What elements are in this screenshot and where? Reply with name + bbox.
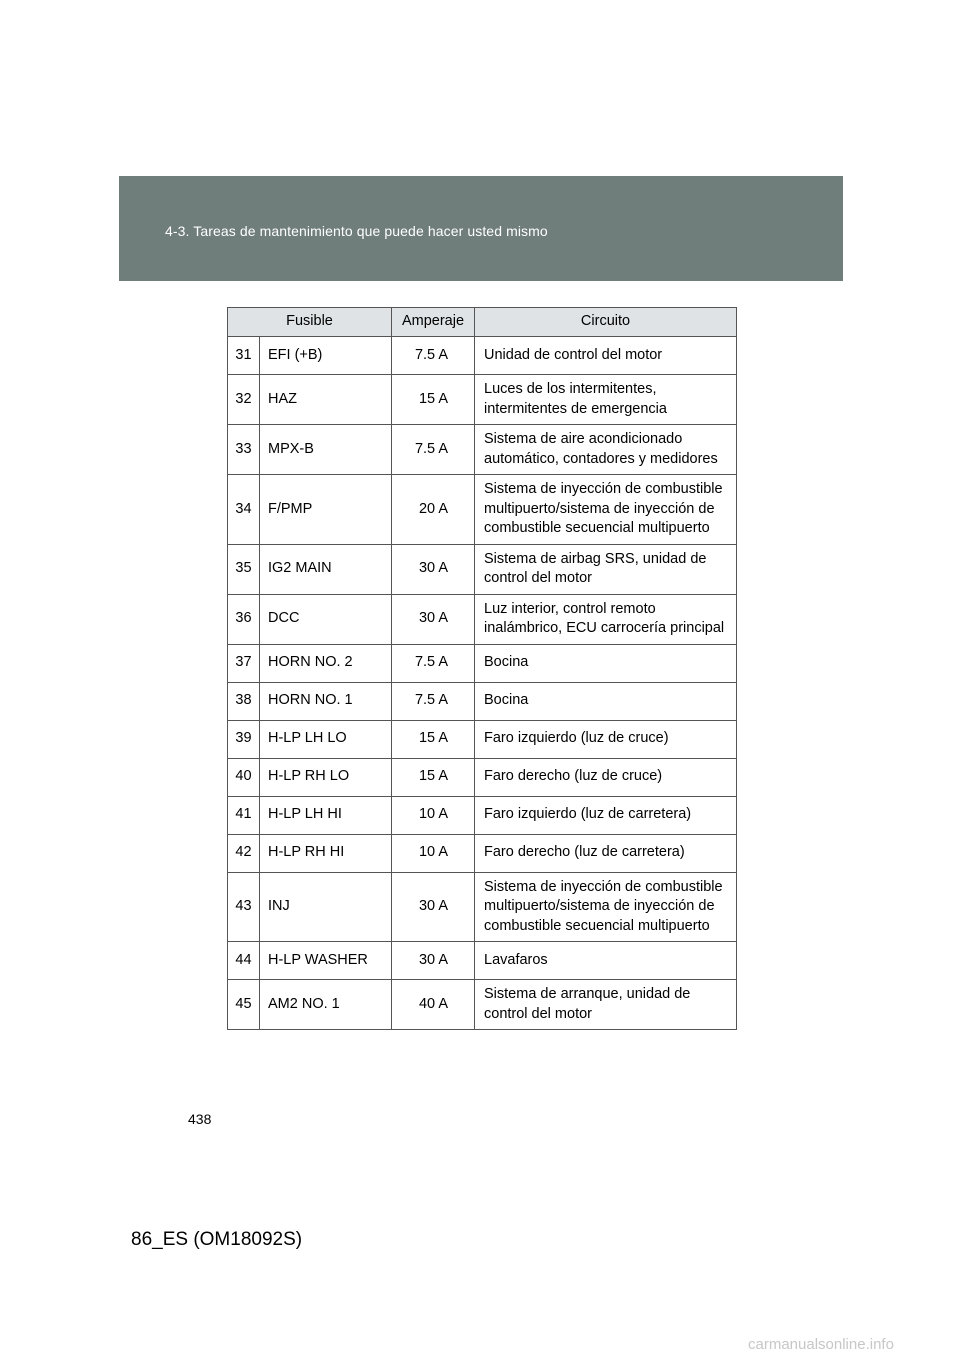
section-title: 4-3. Tareas de mantenimiento que puede hacer usted mismo	[165, 223, 548, 239]
fuse-number-cell: 35	[228, 544, 260, 594]
fuse-number-cell: 34	[228, 475, 260, 545]
table-row	[228, 594, 737, 644]
circuit-cell: Luz interior, control remoto inalámbrico, ECU carrocería principal	[475, 594, 737, 644]
fuse-number-cell: 44	[228, 942, 260, 980]
fuse-name-cell: DCC	[260, 594, 392, 644]
fuse-number-cell: 32	[228, 375, 260, 425]
fuse-name-cell: H-LP RH LO	[260, 758, 392, 796]
amperage-cell: 30 A	[392, 594, 475, 644]
circuit-cell: Luces de los intermitentes, intermitentes de emergencia	[475, 375, 737, 425]
table-row	[228, 980, 737, 1030]
fuse-number-cell: 31	[228, 337, 260, 375]
table-row	[228, 682, 737, 720]
amperage-cell: 7.5 A	[392, 425, 475, 475]
amperage-cell: 40 A	[392, 980, 475, 1030]
fuse-name-cell: F/PMP	[260, 475, 392, 545]
fuse-name-cell: HAZ	[260, 375, 392, 425]
amperage-cell: 15 A	[392, 758, 475, 796]
circuit-cell: Faro izquierdo (luz de carretera)	[475, 796, 737, 834]
circuit-cell: Unidad de control del motor	[475, 337, 737, 375]
fuse-table	[227, 307, 737, 1030]
circuit-cell: Sistema de airbag SRS, unidad de control del motor	[475, 544, 737, 594]
table-row	[228, 834, 737, 872]
fuse-name-cell: HORN NO. 2	[260, 644, 392, 682]
fuse-name-cell: MPX-B	[260, 425, 392, 475]
amperage-cell: 30 A	[392, 942, 475, 980]
circuit-cell: Faro derecho (luz de carretera)	[475, 834, 737, 872]
fuse-name-cell: H-LP RH HI	[260, 834, 392, 872]
table-row	[228, 475, 737, 545]
fuse-name-cell: H-LP LH HI	[260, 796, 392, 834]
column-header-amperage: Amperaje	[392, 308, 475, 337]
circuit-cell: Sistema de arranque, unidad de control del motor	[475, 980, 737, 1030]
table-row	[228, 872, 737, 942]
fuse-name-cell: AM2 NO. 1	[260, 980, 392, 1030]
amperage-cell: 30 A	[392, 872, 475, 942]
amperage-cell: 7.5 A	[392, 682, 475, 720]
table-row	[228, 942, 737, 980]
table-row	[228, 544, 737, 594]
fuse-number-cell: 37	[228, 644, 260, 682]
circuit-cell: Bocina	[475, 682, 737, 720]
amperage-cell: 10 A	[392, 796, 475, 834]
amperage-cell: 30 A	[392, 544, 475, 594]
fuse-name-cell: H-LP WASHER	[260, 942, 392, 980]
fuse-number-cell: 41	[228, 796, 260, 834]
fuse-name-cell: INJ	[260, 872, 392, 942]
table-row	[228, 337, 737, 375]
table-row	[228, 644, 737, 682]
column-header-fuse: Fusible	[228, 308, 392, 337]
fuse-table-body	[228, 337, 737, 1030]
table-row	[228, 375, 737, 425]
circuit-cell: Faro izquierdo (luz de cruce)	[475, 720, 737, 758]
fuse-name-cell: HORN NO. 1	[260, 682, 392, 720]
amperage-cell: 10 A	[392, 834, 475, 872]
circuit-cell: Sistema de inyección de combustible multipuerto/sistema de inyección de combustible secuencial multipuerto	[475, 872, 737, 942]
fuse-number-cell: 42	[228, 834, 260, 872]
watermark: carmanualsonline.info	[748, 1336, 894, 1353]
amperage-cell: 15 A	[392, 375, 475, 425]
fuse-number-cell: 40	[228, 758, 260, 796]
document-code: 86_ES (OM18092S)	[131, 1229, 303, 1250]
amperage-cell: 7.5 A	[392, 337, 475, 375]
fuse-number-cell: 45	[228, 980, 260, 1030]
amperage-cell: 20 A	[392, 475, 475, 545]
table-row	[228, 758, 737, 796]
section-header-band	[119, 176, 843, 281]
column-header-circuit: Circuito	[475, 308, 737, 337]
amperage-cell: 7.5 A	[392, 644, 475, 682]
fuse-number-cell: 43	[228, 872, 260, 942]
circuit-cell: Sistema de aire acondicionado automático, contadores y medidores	[475, 425, 737, 475]
fuse-number-cell: 39	[228, 720, 260, 758]
circuit-cell: Bocina	[475, 644, 737, 682]
amperage-cell: 15 A	[392, 720, 475, 758]
table-row	[228, 720, 737, 758]
circuit-cell: Lavafaros	[475, 942, 737, 980]
circuit-cell: Sistema de inyección de combustible multipuerto/sistema de inyección de combustible secuencial multipuerto	[475, 475, 737, 545]
fuse-number-cell: 36	[228, 594, 260, 644]
fuse-name-cell: H-LP LH LO	[260, 720, 392, 758]
fuse-number-cell: 38	[228, 682, 260, 720]
page-number: 438	[188, 1111, 212, 1127]
table-row	[228, 796, 737, 834]
circuit-cell: Faro derecho (luz de cruce)	[475, 758, 737, 796]
fuse-name-cell: EFI (+B)	[260, 337, 392, 375]
table-header-row	[228, 308, 737, 337]
table-row	[228, 425, 737, 475]
fuse-number-cell: 33	[228, 425, 260, 475]
fuse-name-cell: IG2 MAIN	[260, 544, 392, 594]
